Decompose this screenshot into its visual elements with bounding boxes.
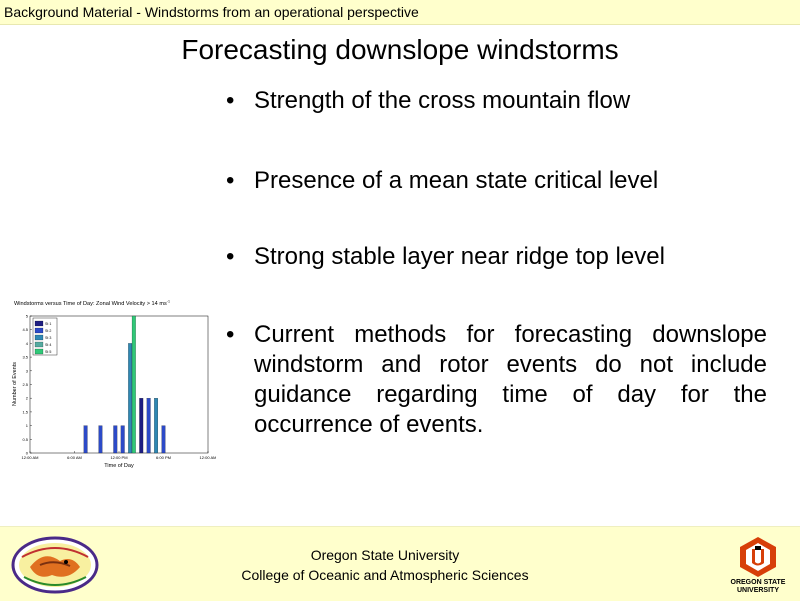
- slide-title: Forecasting downslope windstorms: [181, 34, 619, 65]
- bullet-text: Strength of the cross mountain flow: [254, 87, 631, 114]
- x-tick-label: 6:00 PM: [156, 455, 171, 460]
- bullet-item: [222, 320, 767, 440]
- legend-label: St 3: [45, 336, 52, 340]
- x-tick-label: 6:00 AM: [67, 455, 82, 460]
- bullet-dot-icon: •: [226, 87, 235, 114]
- bullet-text: Strong stable layer near ridge top level: [254, 243, 665, 270]
- legend-label: St 1: [45, 322, 52, 326]
- footer-band: [0, 526, 800, 601]
- bullet-item: [222, 166, 767, 196]
- windstorm-time-chart: [8, 296, 216, 471]
- osu-logo-text-1: OREGON STATE: [730, 579, 786, 586]
- x-tick-label: 12:00 AM: [21, 455, 39, 460]
- chart-bar: [162, 426, 166, 453]
- y-tick-label: 5: [25, 313, 28, 319]
- legend-swatch: [35, 342, 43, 347]
- chart-bar: [147, 398, 151, 453]
- chart-bar: [128, 343, 132, 453]
- bullet-dot-icon: •: [226, 321, 235, 348]
- y-tick-label: 2.5: [22, 382, 28, 387]
- legend-swatch: [35, 349, 43, 354]
- bullet-dot-icon: •: [226, 243, 235, 270]
- breadcrumb: Background Material - Windstorms from an operational perspective: [0, 0, 800, 25]
- chart-bar: [99, 426, 103, 453]
- legend-swatch: [35, 335, 43, 340]
- footer-college: College of Oceanic and Atmospheric Sciences: [241, 567, 529, 583]
- legend-label: St 2: [45, 329, 52, 333]
- legend-label: St 5: [45, 350, 52, 354]
- osu-logo-text-2: UNIVERSITY: [736, 587, 779, 594]
- legend-label: St 4: [45, 343, 52, 347]
- footer-university: Oregon State University: [310, 547, 460, 563]
- osu-logo: [726, 535, 790, 597]
- y-tick-label: 2: [25, 395, 28, 401]
- footer-institution: [200, 545, 570, 585]
- y-tick-label: 3: [25, 368, 28, 374]
- chart-ylabel: Number of Events: [12, 361, 18, 407]
- y-tick-label: 1.5: [22, 409, 28, 415]
- legend-swatch: [35, 321, 43, 326]
- storm-mascot-logo-icon: [10, 535, 100, 595]
- chart-bar: [139, 398, 143, 453]
- y-tick-label: 4: [25, 340, 28, 346]
- legend-swatch: [35, 328, 43, 333]
- chart-bar: [113, 426, 117, 453]
- bullet-text: Current methods for forecasting downslope windstorm and rotor events do not include guidance regarding time of day for the occurrence of events.: [254, 321, 767, 438]
- bullet-item: [222, 86, 767, 116]
- y-tick-label: 0.5: [22, 436, 28, 442]
- osu-shield-icon: [726, 535, 790, 579]
- x-tick-label: 12:00 AM: [199, 455, 216, 460]
- chart-bar: [154, 398, 158, 453]
- y-tick-label: 0: [25, 450, 28, 456]
- bullet-dot-icon: •: [226, 167, 235, 194]
- chart-bar: [121, 426, 125, 453]
- bullet-text: Presence of a mean state critical level: [254, 167, 659, 194]
- chart-bar: [132, 316, 136, 453]
- chart-bar: [84, 426, 88, 453]
- y-tick-label: 4.5: [22, 327, 28, 333]
- bullet-item: [222, 242, 767, 272]
- chart-title: Windstorms versus Time of Day: Zonal Wind Velocity > 14 $ms^{-1}$: [14, 299, 170, 307]
- chart-xlabel: Time of Day: [104, 463, 134, 469]
- y-tick-label: 1: [25, 423, 28, 429]
- y-tick-label: 3.5: [22, 354, 28, 360]
- x-tick-label: 12:00 PM: [110, 455, 128, 460]
